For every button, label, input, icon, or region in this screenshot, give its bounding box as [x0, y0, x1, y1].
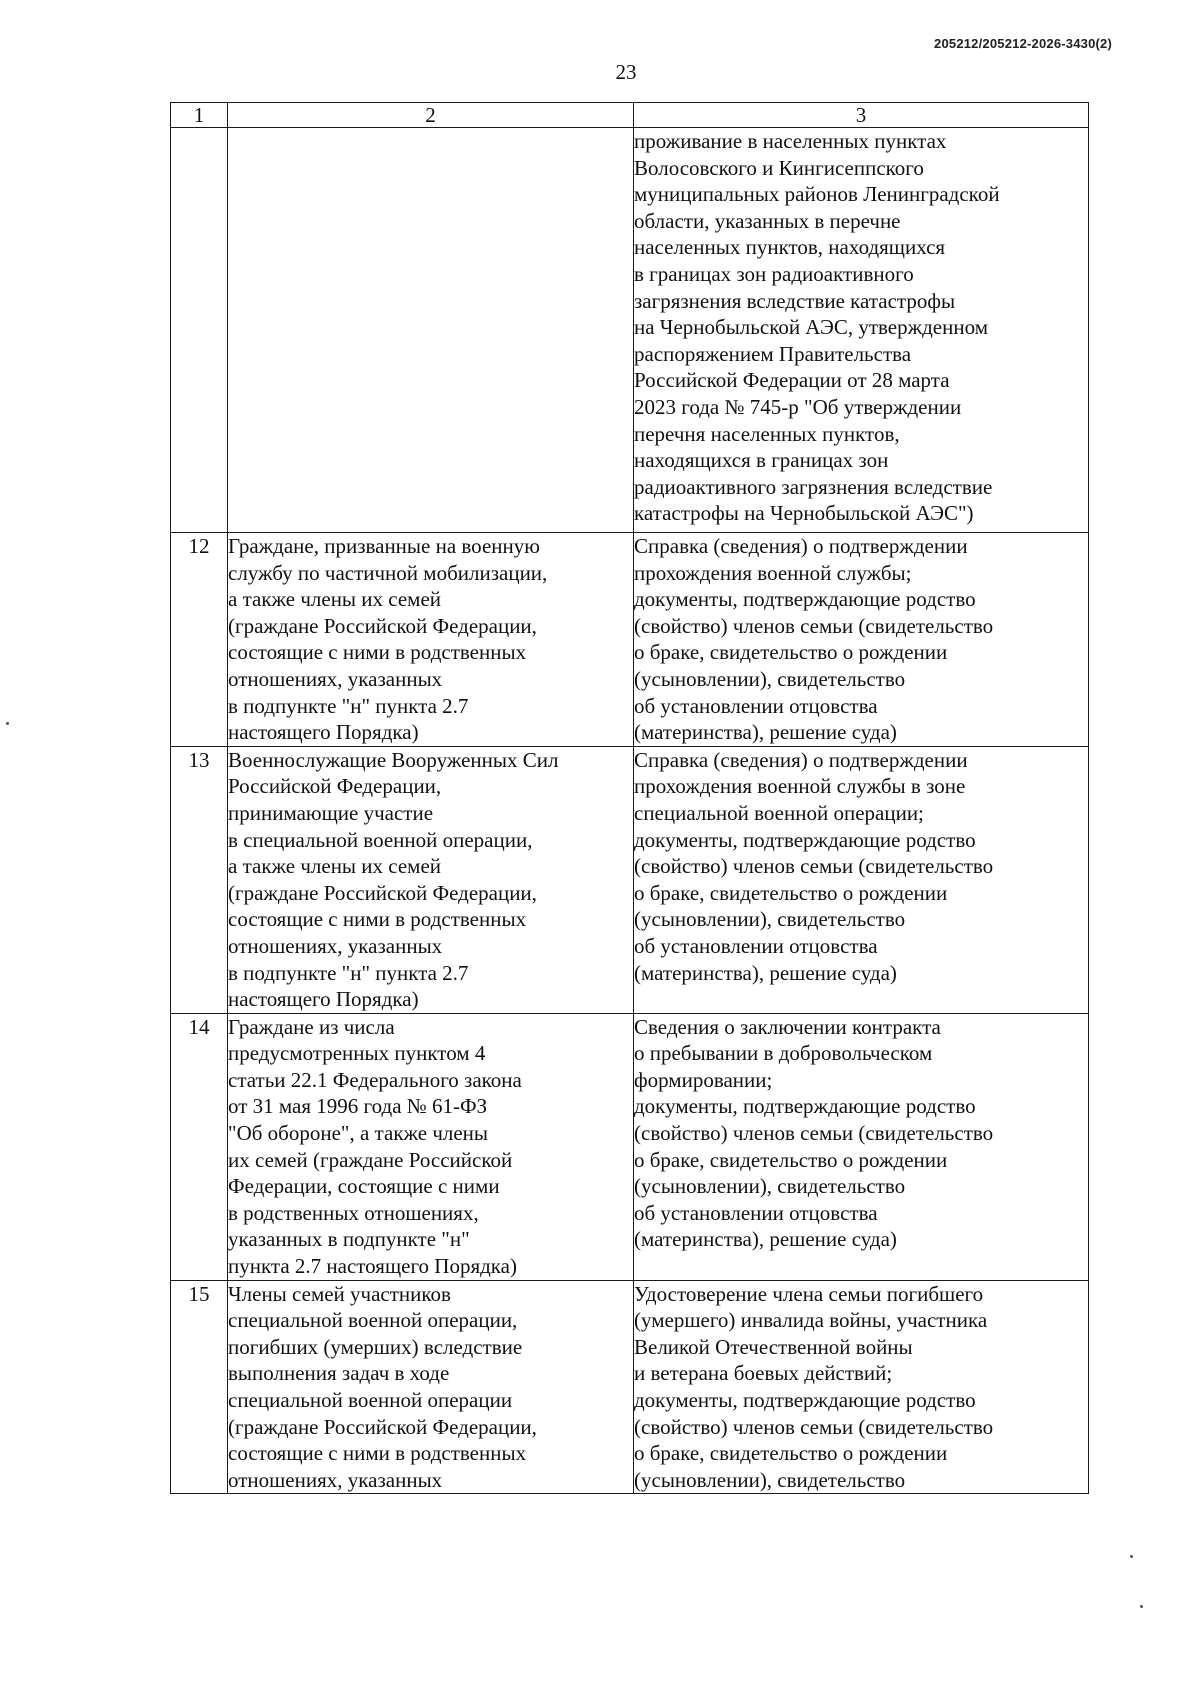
table-row	[171, 1280, 1089, 1494]
cell-line: (усыновлении), свидетельство	[634, 1467, 906, 1492]
cell-line: находящихся в границах зон	[634, 448, 889, 473]
cell-line: принимающие участие	[228, 800, 434, 825]
cell-line: указанных в подпункте "н"	[228, 1227, 470, 1252]
cell-line: "Об обороне", а также члены	[228, 1121, 489, 1146]
cell-line: (граждане Российской Федерации,	[228, 880, 537, 905]
table-row	[171, 128, 1089, 533]
cell-line: радиоактивного загрязнения вследствие	[634, 474, 993, 499]
cell-line: Российской Федерации,	[228, 774, 442, 799]
column-header-3: 3	[634, 103, 1089, 128]
cell-line: катастрофы на Чернобыльской АЭС")	[634, 501, 974, 526]
cell-line: Волосовского и Кингисеппского	[634, 155, 924, 180]
cell-line: в границах зон радиоактивного	[634, 261, 914, 286]
table-row	[171, 1013, 1089, 1280]
cell-line: (материнства), решение суда)	[634, 960, 897, 985]
cell-line: в подпункте "н" пункта 2.7	[228, 960, 469, 985]
cell-line: (свойство) членов семьи (свидетельство	[634, 613, 994, 638]
cell-line: погибших (умерших) вследствие	[228, 1334, 523, 1359]
cell-line: (материнства), решение суда)	[634, 720, 897, 745]
column-header-1: 1	[171, 103, 228, 128]
cell-line: документы, подтверждающие родство	[634, 1094, 976, 1119]
cell-line: статьи 22.1 Федерального закона	[228, 1067, 522, 1092]
cell-line: прохождения военной службы;	[634, 560, 912, 585]
cell-line: области, указанных в перечне	[634, 208, 901, 233]
cell-line: (свойство) членов семьи (свидетельство	[634, 854, 994, 879]
cell-line: Члены семей участников	[228, 1281, 451, 1306]
cell-line: а также члены их семей	[228, 587, 442, 612]
category-cell	[228, 746, 634, 1013]
cell-line: (свойство) членов семьи (свидетельство	[634, 1414, 994, 1439]
cell-line: Справка (сведения) о подтверждении	[634, 747, 968, 772]
cell-line: о браке, свидетельство о рождении	[634, 640, 948, 665]
cell-line: специальной военной операции,	[228, 1308, 518, 1333]
cell-line: настоящего Порядка)	[228, 720, 419, 745]
cell-line: (граждане Российской Федерации,	[228, 1414, 537, 1439]
cell-line: населенных пунктов, находящихся	[634, 235, 946, 260]
cell-line: муниципальных районов Ленинградской	[634, 182, 1000, 207]
cell-line: прохождения военной службы в зоне	[634, 774, 966, 799]
cell-line: документы, подтверждающие родство	[634, 827, 976, 852]
cell-line: Великой Отечественной войны	[634, 1334, 913, 1359]
cell-line: специальной военной операции;	[634, 800, 924, 825]
category-cell	[228, 128, 634, 533]
cell-line: выполнения задач в ходе	[228, 1361, 450, 1386]
documents-cell	[634, 1013, 1089, 1280]
cell-line: (усыновлении), свидетельство	[634, 666, 906, 691]
cell-line: (усыновлении), свидетельство	[634, 907, 906, 932]
cell-line: состоящие с ними в родственных	[228, 907, 527, 932]
scan-speck	[6, 722, 9, 725]
cell-line: пункта 2.7 настоящего Порядка)	[228, 1254, 517, 1279]
cell-line: о пребывании в добровольческом	[634, 1041, 933, 1066]
cell-line: от 31 мая 1996 года № 61-ФЗ	[228, 1094, 488, 1119]
cell-line: специальной военной операции	[228, 1388, 513, 1412]
row-number: 13	[171, 746, 228, 1013]
cell-line: состоящие с ними в родственных	[228, 1441, 527, 1466]
document-table	[170, 102, 1089, 1494]
page-number: 23	[615, 60, 637, 84]
cell-line: предусмотренных пунктом 4	[228, 1041, 486, 1066]
cell-line: состоящие с ними в родственных	[228, 640, 527, 665]
cell-line: службу по частичной мобилизации,	[228, 560, 548, 585]
cell-line: в подпункте "н" пункта 2.7	[228, 693, 469, 718]
cell-line: загрязнения вследствие катастрофы	[634, 288, 956, 313]
table-row	[171, 746, 1089, 1013]
documents-cell	[634, 746, 1089, 1013]
cell-line: отношениях, указанных	[228, 1467, 443, 1492]
cell-line: отношениях, указанных	[228, 666, 443, 691]
row-number: 15	[171, 1280, 228, 1494]
cell-line: Военнослужащие Вооруженных Сил	[228, 747, 559, 772]
cell-line: об установлении отцовства	[634, 933, 878, 958]
cell-line: в специальной военной операции,	[228, 827, 533, 852]
cell-line: (усыновлении), свидетельство	[634, 1174, 906, 1199]
cell-line: об установлении отцовства	[634, 1200, 878, 1225]
cell-line: на Чернобыльской АЭС, утвержденном	[634, 315, 988, 340]
cell-line: (материнства), решение суда)	[634, 1227, 897, 1252]
document-id: 205212/205212-2026-3430(2)	[934, 36, 1112, 51]
cell-line: формировании;	[634, 1067, 773, 1092]
cell-line: Сведения о заключении контракта	[634, 1014, 941, 1039]
cell-line: Граждане, призванные на военную	[228, 534, 540, 558]
documents-cell	[634, 128, 1089, 533]
documents-cell	[634, 1280, 1089, 1494]
table-row	[171, 533, 1089, 747]
scan-speck	[1140, 1605, 1143, 1608]
documents-cell	[634, 533, 1089, 747]
cell-line: и ветерана боевых действий;	[634, 1361, 893, 1386]
cell-line: документы, подтверждающие родство	[634, 1388, 976, 1412]
cell-line: Справка (сведения) о подтверждении	[634, 534, 968, 558]
cell-line: Удостоверение члена семьи погибшего	[634, 1281, 984, 1306]
cell-line: перечня населенных пунктов,	[634, 421, 900, 446]
cell-line: Федерации, состоящие с ними	[228, 1174, 500, 1199]
cell-line: (граждане Российской Федерации,	[228, 613, 537, 638]
category-cell	[228, 533, 634, 747]
cell-line: проживание в населенных пунктах	[634, 129, 947, 153]
table-header-row	[171, 103, 1089, 128]
table-body	[171, 128, 1089, 1494]
row-number: 12	[171, 533, 228, 747]
cell-line: Российской Федерации от 28 марта	[634, 368, 950, 393]
cell-line: (умершего) инвалида войны, участника	[634, 1308, 988, 1333]
cell-line: настоящего Порядка)	[228, 987, 419, 1012]
scan-speck	[1130, 1555, 1133, 1558]
category-cell	[228, 1013, 634, 1280]
row-number	[171, 128, 228, 533]
cell-line: о браке, свидетельство о рождении	[634, 880, 948, 905]
cell-line: документы, подтверждающие родство	[634, 587, 976, 612]
cell-line: (свойство) членов семьи (свидетельство	[634, 1121, 994, 1146]
column-header-2: 2	[228, 103, 634, 128]
cell-line: а также члены их семей	[228, 854, 442, 879]
row-number: 14	[171, 1013, 228, 1280]
cell-line: 2023 года № 745-р "Об утверждении	[634, 394, 962, 419]
cell-line: в родственных отношениях,	[228, 1200, 479, 1225]
cell-line: распоряжением Правительства	[634, 341, 912, 366]
cell-line: Граждане из числа	[228, 1014, 395, 1039]
cell-line: отношениях, указанных	[228, 933, 443, 958]
cell-line: об установлении отцовства	[634, 693, 878, 718]
category-cell	[228, 1280, 634, 1494]
cell-line: о браке, свидетельство о рождении	[634, 1441, 948, 1466]
cell-line: их семей (граждане Российской	[228, 1147, 513, 1172]
cell-line: о браке, свидетельство о рождении	[634, 1147, 948, 1172]
